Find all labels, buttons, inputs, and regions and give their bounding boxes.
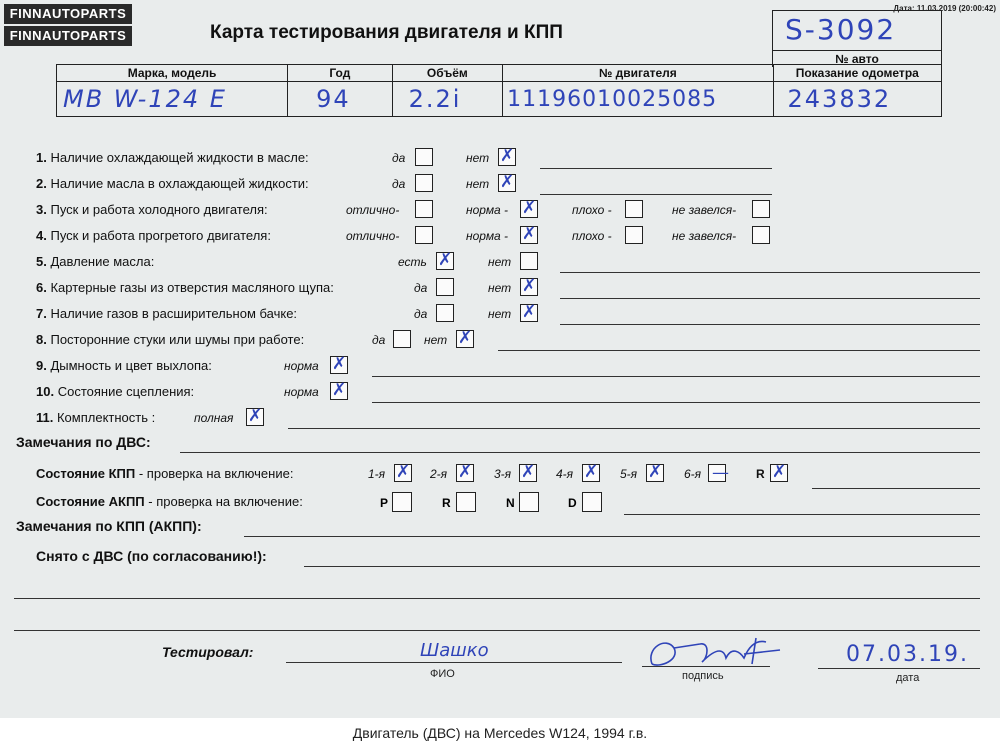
checkbox-checked[interactable] xyxy=(456,330,474,348)
col-brand: Марка, модель xyxy=(127,66,217,80)
checkbox[interactable] xyxy=(520,252,538,270)
test-date: 07.03.19. xyxy=(846,642,969,667)
value-year: 94 xyxy=(316,85,351,113)
check-mark-icon: ✗ xyxy=(522,276,537,296)
check-mark-icon: ✗ xyxy=(458,328,473,348)
gear-label: 3-я xyxy=(494,467,512,481)
mode-label: D xyxy=(568,496,577,510)
item-4: 4. Пуск и работа прогретого двигателя: xyxy=(36,228,271,243)
checkbox[interactable] xyxy=(752,200,770,218)
opt-label: да xyxy=(414,281,428,295)
notes-line xyxy=(14,598,980,599)
item-2: 2. Наличие масла в охлаждающей жидкости: xyxy=(36,176,309,191)
opt-label: отлично- xyxy=(346,203,400,217)
checkbox-checked[interactable] xyxy=(498,174,516,192)
checkbox[interactable] xyxy=(519,492,539,512)
watermark-bottom: FINNAUTOPARTS xyxy=(4,26,132,46)
opt-label: да xyxy=(392,177,406,191)
checkbox-checked[interactable] xyxy=(520,304,538,322)
notes-line xyxy=(560,324,980,325)
date-label: дата xyxy=(896,672,920,684)
mode-label: P xyxy=(380,496,389,510)
checkbox-checked[interactable] xyxy=(520,200,538,218)
item-1: 1. Наличие охлаждающей жидкости в масле: xyxy=(36,150,309,165)
checkbox-checked[interactable] xyxy=(770,464,788,482)
notes-line xyxy=(560,272,980,273)
checkbox-checked[interactable] xyxy=(582,464,600,482)
image-caption: Двигатель (ДВС) на Mercedes W124, 1994 г.в. xyxy=(0,718,1000,750)
mode-label: R xyxy=(442,496,451,510)
check-mark-icon: ✗ xyxy=(248,406,263,426)
item-6: 6. Картерные газы из отверстия масляного щупа: xyxy=(36,280,334,295)
notes-line xyxy=(14,630,980,631)
value-volume: 2.2i xyxy=(408,85,462,113)
gearbox-remarks-label: Замечания по КПП (АКПП): xyxy=(16,518,202,534)
item-9: 9. Дымность и цвет выхлопа: xyxy=(36,358,212,373)
checkbox-checked[interactable] xyxy=(519,464,537,482)
item-11: 11. Комплектность : xyxy=(36,410,156,425)
scan-date: Дата: 11.03.2019 (20:00:42) xyxy=(893,4,996,13)
opt-label: нет xyxy=(466,151,490,165)
opt-label: нет xyxy=(488,281,512,295)
opt-label: нет xyxy=(424,333,448,347)
opt-label: отлично- xyxy=(346,229,400,243)
check-mark-icon: ✗ xyxy=(522,198,537,218)
engine-remarks-label: Замечания по ДВС: xyxy=(16,434,151,450)
opt-label: плохо - xyxy=(572,203,612,217)
check-mark-icon: ✗ xyxy=(500,172,515,192)
checkbox[interactable] xyxy=(393,330,411,348)
item-10: 10. Состояние сцепления: xyxy=(36,384,195,399)
check-mark-icon: ✗ xyxy=(458,462,473,482)
watermark-top: FINNAUTOPARTS xyxy=(4,4,132,24)
notes-line xyxy=(244,536,980,537)
col-year: Год xyxy=(329,66,351,80)
notes-line xyxy=(304,566,980,567)
opt-label: да xyxy=(372,333,386,347)
opt-label: норма xyxy=(284,385,319,399)
fio-label: ФИО xyxy=(430,668,455,680)
opt-label: да xyxy=(392,151,406,165)
card-number: S-3092 xyxy=(785,13,897,46)
gear-label: 2-я xyxy=(430,467,448,481)
opt-label: не завелся- xyxy=(672,229,737,243)
notes-line xyxy=(560,298,980,299)
checkbox-checked[interactable] xyxy=(498,148,516,166)
form-title: Карта тестирования двигателя и КПП xyxy=(210,22,563,43)
checkbox-checked[interactable] xyxy=(520,278,538,296)
item-7: 7. Наличие газов в расширительном бачке: xyxy=(36,306,298,321)
opt-label: есть xyxy=(398,255,427,269)
check-mark-icon: ✗ xyxy=(438,250,453,270)
opt-label: не завелся- xyxy=(672,203,737,217)
gear-label: 5-я xyxy=(620,467,638,481)
value-brand: MB W-124 E xyxy=(63,85,227,113)
notes-line xyxy=(540,168,772,169)
checkbox[interactable] xyxy=(625,200,643,218)
notes-line xyxy=(288,428,980,429)
checkbox[interactable] xyxy=(415,174,433,192)
check-mark-icon: ✗ xyxy=(332,380,347,400)
check-mark-icon: ✗ xyxy=(772,462,787,482)
item-8: 8. Посторонние стуки или шумы при работе: xyxy=(36,332,305,347)
checkbox[interactable] xyxy=(415,200,433,218)
dash-mark-icon: — xyxy=(712,463,729,483)
checkbox[interactable] xyxy=(392,492,412,512)
checkbox[interactable] xyxy=(752,226,770,244)
notes-line xyxy=(812,488,980,489)
signature-icon xyxy=(640,628,790,676)
opt-label: норма xyxy=(284,359,319,373)
checkbox[interactable] xyxy=(456,492,476,512)
notes-line xyxy=(180,452,980,453)
checkbox[interactable] xyxy=(625,226,643,244)
checkbox[interactable] xyxy=(415,148,433,166)
auto-gearbox-check-label: Состояние АКПП - проверка на включение: xyxy=(36,494,303,509)
notes-line xyxy=(498,350,980,351)
checkbox-checked[interactable] xyxy=(456,464,474,482)
check-mark-icon: ✗ xyxy=(332,354,347,374)
check-mark-icon: ✗ xyxy=(584,462,599,482)
gear-label: R xyxy=(756,467,765,481)
opt-label: плохо - xyxy=(572,229,612,243)
checkbox-checked[interactable] xyxy=(246,408,264,426)
notes-line xyxy=(624,514,980,515)
check-mark-icon: ✗ xyxy=(522,302,537,322)
checkbox-checked[interactable] xyxy=(436,252,454,270)
removed-label: Снято с ДВС (по согласованию!): xyxy=(36,548,267,564)
check-mark-icon: ✗ xyxy=(396,462,411,482)
notes-line xyxy=(372,402,980,403)
col-volume: Объём xyxy=(426,66,468,80)
opt-label: да xyxy=(414,307,428,321)
item-3: 3. Пуск и работа холодного двигателя: xyxy=(36,202,268,217)
col-odometer: Показание одометра xyxy=(795,66,919,80)
col-engine-number: № двигателя xyxy=(598,66,677,80)
notes-line xyxy=(372,376,980,377)
tester-handwriting: Шашко xyxy=(420,640,489,661)
checkbox-checked[interactable] xyxy=(330,356,348,374)
check-mark-icon: ✗ xyxy=(522,224,537,244)
card-number-box xyxy=(772,10,942,51)
signature-line xyxy=(642,666,770,667)
checkbox-dash[interactable] xyxy=(708,463,729,483)
checkbox[interactable] xyxy=(582,492,602,512)
gear-label: 6-я xyxy=(684,467,702,481)
checkbox[interactable] xyxy=(436,304,454,322)
checkbox-checked[interactable] xyxy=(394,464,412,482)
opt-label: норма - xyxy=(466,203,509,217)
opt-label: нет xyxy=(488,255,512,269)
gear-label: 4-я xyxy=(556,467,574,481)
checkbox-checked[interactable] xyxy=(330,382,348,400)
check-mark-icon: ✗ xyxy=(648,462,663,482)
tested-by-label: Тестировал: xyxy=(162,644,254,660)
checkbox-checked[interactable] xyxy=(646,464,664,482)
notes-line xyxy=(540,194,772,195)
gearbox-check-label: Состояние КПП - проверка на включение: xyxy=(36,466,294,481)
item-5: 5. Давление масла: xyxy=(36,254,155,269)
checkbox-checked[interactable] xyxy=(520,226,538,244)
opt-label: нет xyxy=(466,177,490,191)
mode-label: N xyxy=(506,496,515,510)
date-line xyxy=(818,668,980,669)
value-odometer: 243832 xyxy=(787,85,892,113)
signature-label: подпись xyxy=(682,670,724,682)
check-mark-icon: ✗ xyxy=(521,462,536,482)
opt-label: норма - xyxy=(466,229,509,243)
checkbox[interactable] xyxy=(415,226,433,244)
opt-label: нет xyxy=(488,307,512,321)
gear-label: 1-я xyxy=(368,467,386,481)
checkbox[interactable] xyxy=(436,278,454,296)
car-number-label: № авто xyxy=(772,50,942,67)
opt-label: полная xyxy=(194,411,234,425)
check-mark-icon: ✗ xyxy=(500,146,515,166)
vehicle-info-table xyxy=(56,64,942,117)
value-engine-number: 11196010025085 xyxy=(507,86,718,112)
fio-line xyxy=(286,662,622,663)
